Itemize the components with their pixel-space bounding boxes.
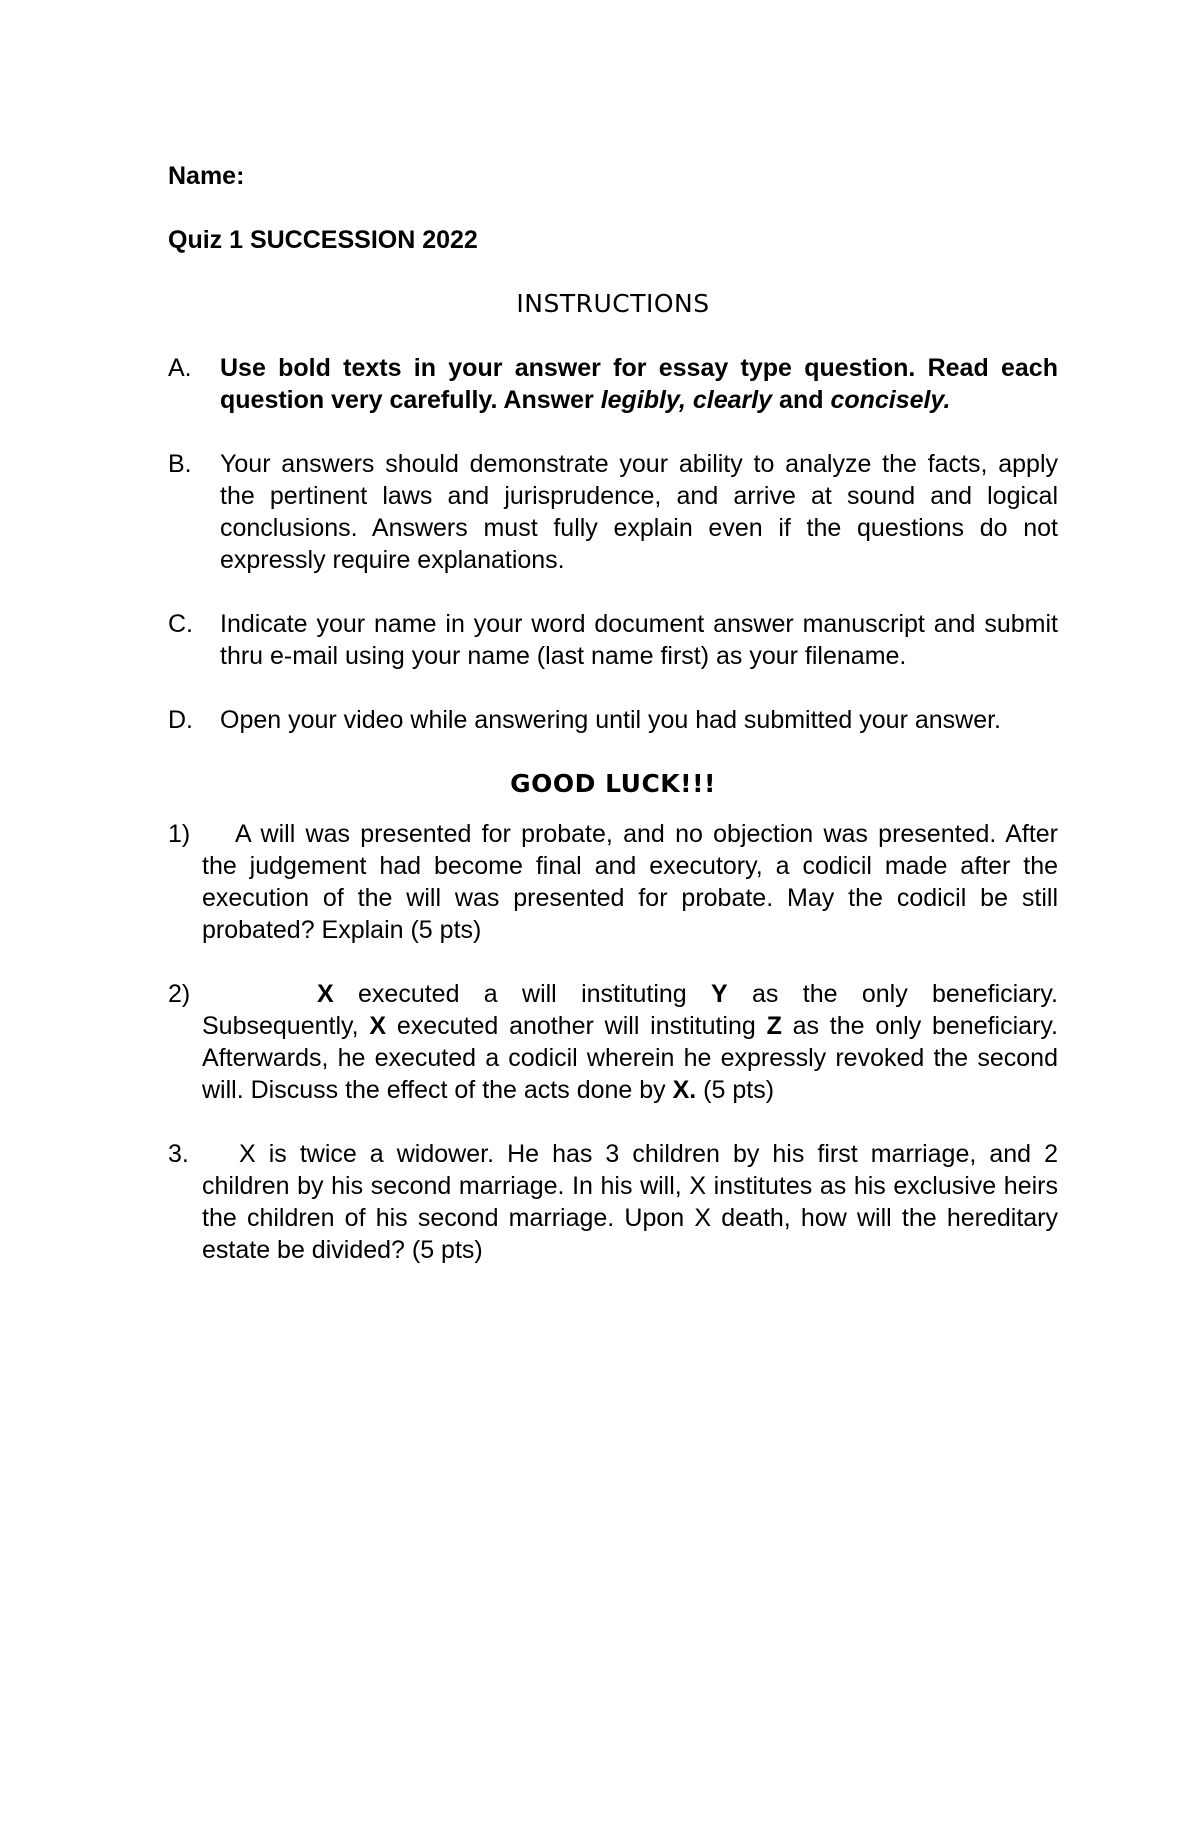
question-bold-term: X: [317, 980, 334, 1008]
instruction-emphasis: concisely.: [830, 386, 951, 414]
question-1: [168, 818, 1058, 946]
question-text-part: as the only beneficiary. Afterwards, he executed a codicil wherein he expressly revoked the second will. Discuss the effect of the acts done by: [202, 1012, 1058, 1104]
question-text: [202, 1138, 1058, 1266]
question-text-part: A will was presented for probate, and no objection was presented. After the judgement had become final and executory, a codicil made after the execution of the will was presented for probate. May the codicil be still probated? Explain (5 pts): [202, 820, 1058, 944]
name-label: Name:: [168, 162, 245, 190]
question-bold-term: Y: [711, 980, 728, 1008]
question-bold-term: X.: [672, 1076, 697, 1104]
question-text-part: as the only beneficiary. Subsequently,: [202, 980, 1059, 1040]
instruction-letter: D.: [168, 706, 193, 734]
instruction-text: Open your video while answering until you had submitted your answer.: [220, 706, 1001, 734]
instruction-text: Your answers should demonstrate your ability to analyze the facts, apply the pertinent laws and jurisprudence, and arrive at sound and logical conclusions. Answers must fully explain even if the questions do not expressly require explanations.: [220, 450, 1058, 574]
question-text-part: X is twice a widower. He has 3 children by his first marriage, and 2 children by his second marriage. In his will, X institutes as his exclusive heirs the children of his second marriage. Upon X death, how will the hereditary estate be divided? (5 pts): [202, 1140, 1058, 1264]
instruction-text-part: and: [772, 386, 831, 414]
instruction-text: [220, 352, 1058, 416]
instruction-text: Indicate your name in your word document answer manuscript and submit thru e-mail using your name (last name first) as your filename.: [220, 610, 1058, 670]
instruction-text-part: Use bold texts in your answer for essay type question. Read each question very carefully. Answer: [220, 354, 1058, 414]
instruction-letter: A.: [168, 354, 192, 382]
instruction-a: [168, 352, 1058, 416]
good-luck-heading: GOOD LUCK!!!: [510, 769, 716, 798]
question-bold-term: X: [369, 1012, 387, 1040]
question-text-part: executed another will instituting: [386, 1012, 767, 1040]
question-2: [168, 978, 1058, 1106]
instruction-letter: C.: [168, 610, 193, 638]
question-text-part: (5 pts): [696, 1076, 775, 1104]
quiz-title: Quiz 1 SUCCESSION 2022: [168, 226, 478, 254]
question-text: [202, 978, 1058, 1106]
instruction-emphasis: legibly, clearly: [600, 386, 773, 414]
question-text-part: executed a will instituting: [333, 980, 712, 1008]
instruction-letter: B.: [168, 450, 192, 478]
question-text: [202, 818, 1058, 946]
instructions-heading: INSTRUCTIONS: [516, 289, 710, 318]
instruction-b: [168, 448, 1058, 576]
question-number: 3.: [168, 1140, 189, 1168]
document-content: [168, 160, 1058, 1298]
question-3: [168, 1138, 1058, 1266]
instruction-c: [168, 608, 1058, 672]
question-number: 2): [168, 980, 191, 1008]
question-number: 1): [168, 820, 191, 848]
instruction-d: [168, 704, 1058, 736]
question-bold-term: Z: [766, 1012, 782, 1040]
